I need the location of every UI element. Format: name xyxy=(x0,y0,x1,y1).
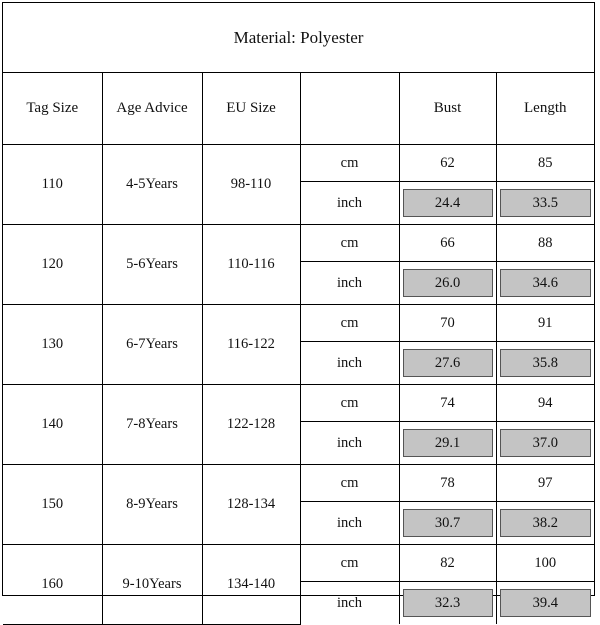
header-length: Length xyxy=(496,72,594,145)
tag-size-cell: 120 xyxy=(3,225,102,305)
length-inch-cell xyxy=(496,502,594,545)
length-inch-value: 38.2 xyxy=(500,509,592,537)
bust-cm-cell: 70 xyxy=(399,305,496,342)
unit-cm-cell: cm xyxy=(300,545,399,582)
bust-cm-cell: 82 xyxy=(399,545,496,582)
eu-size-cell: 134-140 xyxy=(202,545,300,625)
age-advice-cell: 5-6Years xyxy=(102,225,202,305)
bust-inch-value: 32.3 xyxy=(403,589,493,617)
unit-cm-cell: cm xyxy=(300,385,399,422)
tag-size-cell: 160 xyxy=(3,545,102,625)
header-unit xyxy=(300,72,399,145)
unit-cm-cell: cm xyxy=(300,145,399,182)
bust-inch-cell xyxy=(399,182,496,225)
length-inch-value: 35.8 xyxy=(500,349,592,377)
length-cm-cell: 88 xyxy=(496,225,594,262)
unit-cm-cell: cm xyxy=(300,225,399,262)
length-cm-cell: 100 xyxy=(496,545,594,582)
bust-inch-value: 26.0 xyxy=(403,269,493,297)
table-row-cm xyxy=(3,145,594,182)
length-inch-cell xyxy=(496,422,594,465)
header-row xyxy=(3,72,594,145)
table-row-cm xyxy=(3,225,594,262)
bust-inch-cell xyxy=(399,582,496,625)
bust-inch-cell xyxy=(399,422,496,465)
unit-inch-cell: inch xyxy=(300,182,399,225)
header-age-advice: Age Advice xyxy=(102,72,202,145)
table-row-cm xyxy=(3,385,594,422)
length-inch-cell xyxy=(496,582,594,625)
age-advice-cell: 9-10Years xyxy=(102,545,202,625)
bust-inch-value: 24.4 xyxy=(403,189,493,217)
tag-size-cell: 150 xyxy=(3,465,102,545)
table-row-cm xyxy=(3,305,594,342)
eu-size-cell: 110-116 xyxy=(202,225,300,305)
header-eu-size: EU Size xyxy=(202,72,300,145)
unit-cm-cell: cm xyxy=(300,465,399,502)
length-inch-cell xyxy=(496,182,594,225)
tag-size-cell: 130 xyxy=(3,305,102,385)
tag-size-cell: 140 xyxy=(3,385,102,465)
eu-size-cell: 116-122 xyxy=(202,305,300,385)
chart-title: Material: Polyester xyxy=(3,3,594,73)
bust-cm-cell: 66 xyxy=(399,225,496,262)
bust-inch-value: 30.7 xyxy=(403,509,493,537)
eu-size-cell: 122-128 xyxy=(202,385,300,465)
length-cm-cell: 97 xyxy=(496,465,594,502)
length-inch-value: 34.6 xyxy=(500,269,592,297)
length-cm-cell: 85 xyxy=(496,145,594,182)
size-chart xyxy=(2,2,595,611)
unit-inch-cell: inch xyxy=(300,422,399,465)
eu-size-cell: 98-110 xyxy=(202,145,300,225)
length-cm-cell: 91 xyxy=(496,305,594,342)
length-inch-value: 33.5 xyxy=(500,189,592,217)
age-advice-cell: 7-8Years xyxy=(102,385,202,465)
age-advice-cell: 4-5Years xyxy=(102,145,202,225)
table-row-cm xyxy=(3,545,594,582)
length-inch-value: 39.4 xyxy=(500,589,592,617)
bust-cm-cell: 62 xyxy=(399,145,496,182)
bust-inch-cell xyxy=(399,262,496,305)
bust-cm-cell: 74 xyxy=(399,385,496,422)
header-tag-size: Tag Size xyxy=(3,72,102,145)
eu-size-cell: 128-134 xyxy=(202,465,300,545)
unit-inch-cell: inch xyxy=(300,262,399,305)
bust-inch-value: 27.6 xyxy=(403,349,493,377)
unit-inch-cell: inch xyxy=(300,502,399,545)
header-bust: Bust xyxy=(399,72,496,145)
unit-inch-cell: inch xyxy=(300,582,399,625)
unit-inch-cell: inch xyxy=(300,342,399,385)
length-inch-cell xyxy=(496,262,594,305)
age-advice-cell: 8-9Years xyxy=(102,465,202,545)
bust-inch-cell xyxy=(399,502,496,545)
unit-cm-cell: cm xyxy=(300,305,399,342)
tag-size-cell: 110 xyxy=(3,145,102,225)
length-cm-cell: 94 xyxy=(496,385,594,422)
size-table xyxy=(3,72,594,625)
bust-inch-cell xyxy=(399,342,496,385)
bust-cm-cell: 78 xyxy=(399,465,496,502)
age-advice-cell: 6-7Years xyxy=(102,305,202,385)
length-inch-cell xyxy=(496,342,594,385)
table-row-cm xyxy=(3,465,594,502)
bust-inch-value: 29.1 xyxy=(403,429,493,457)
length-inch-value: 37.0 xyxy=(500,429,592,457)
